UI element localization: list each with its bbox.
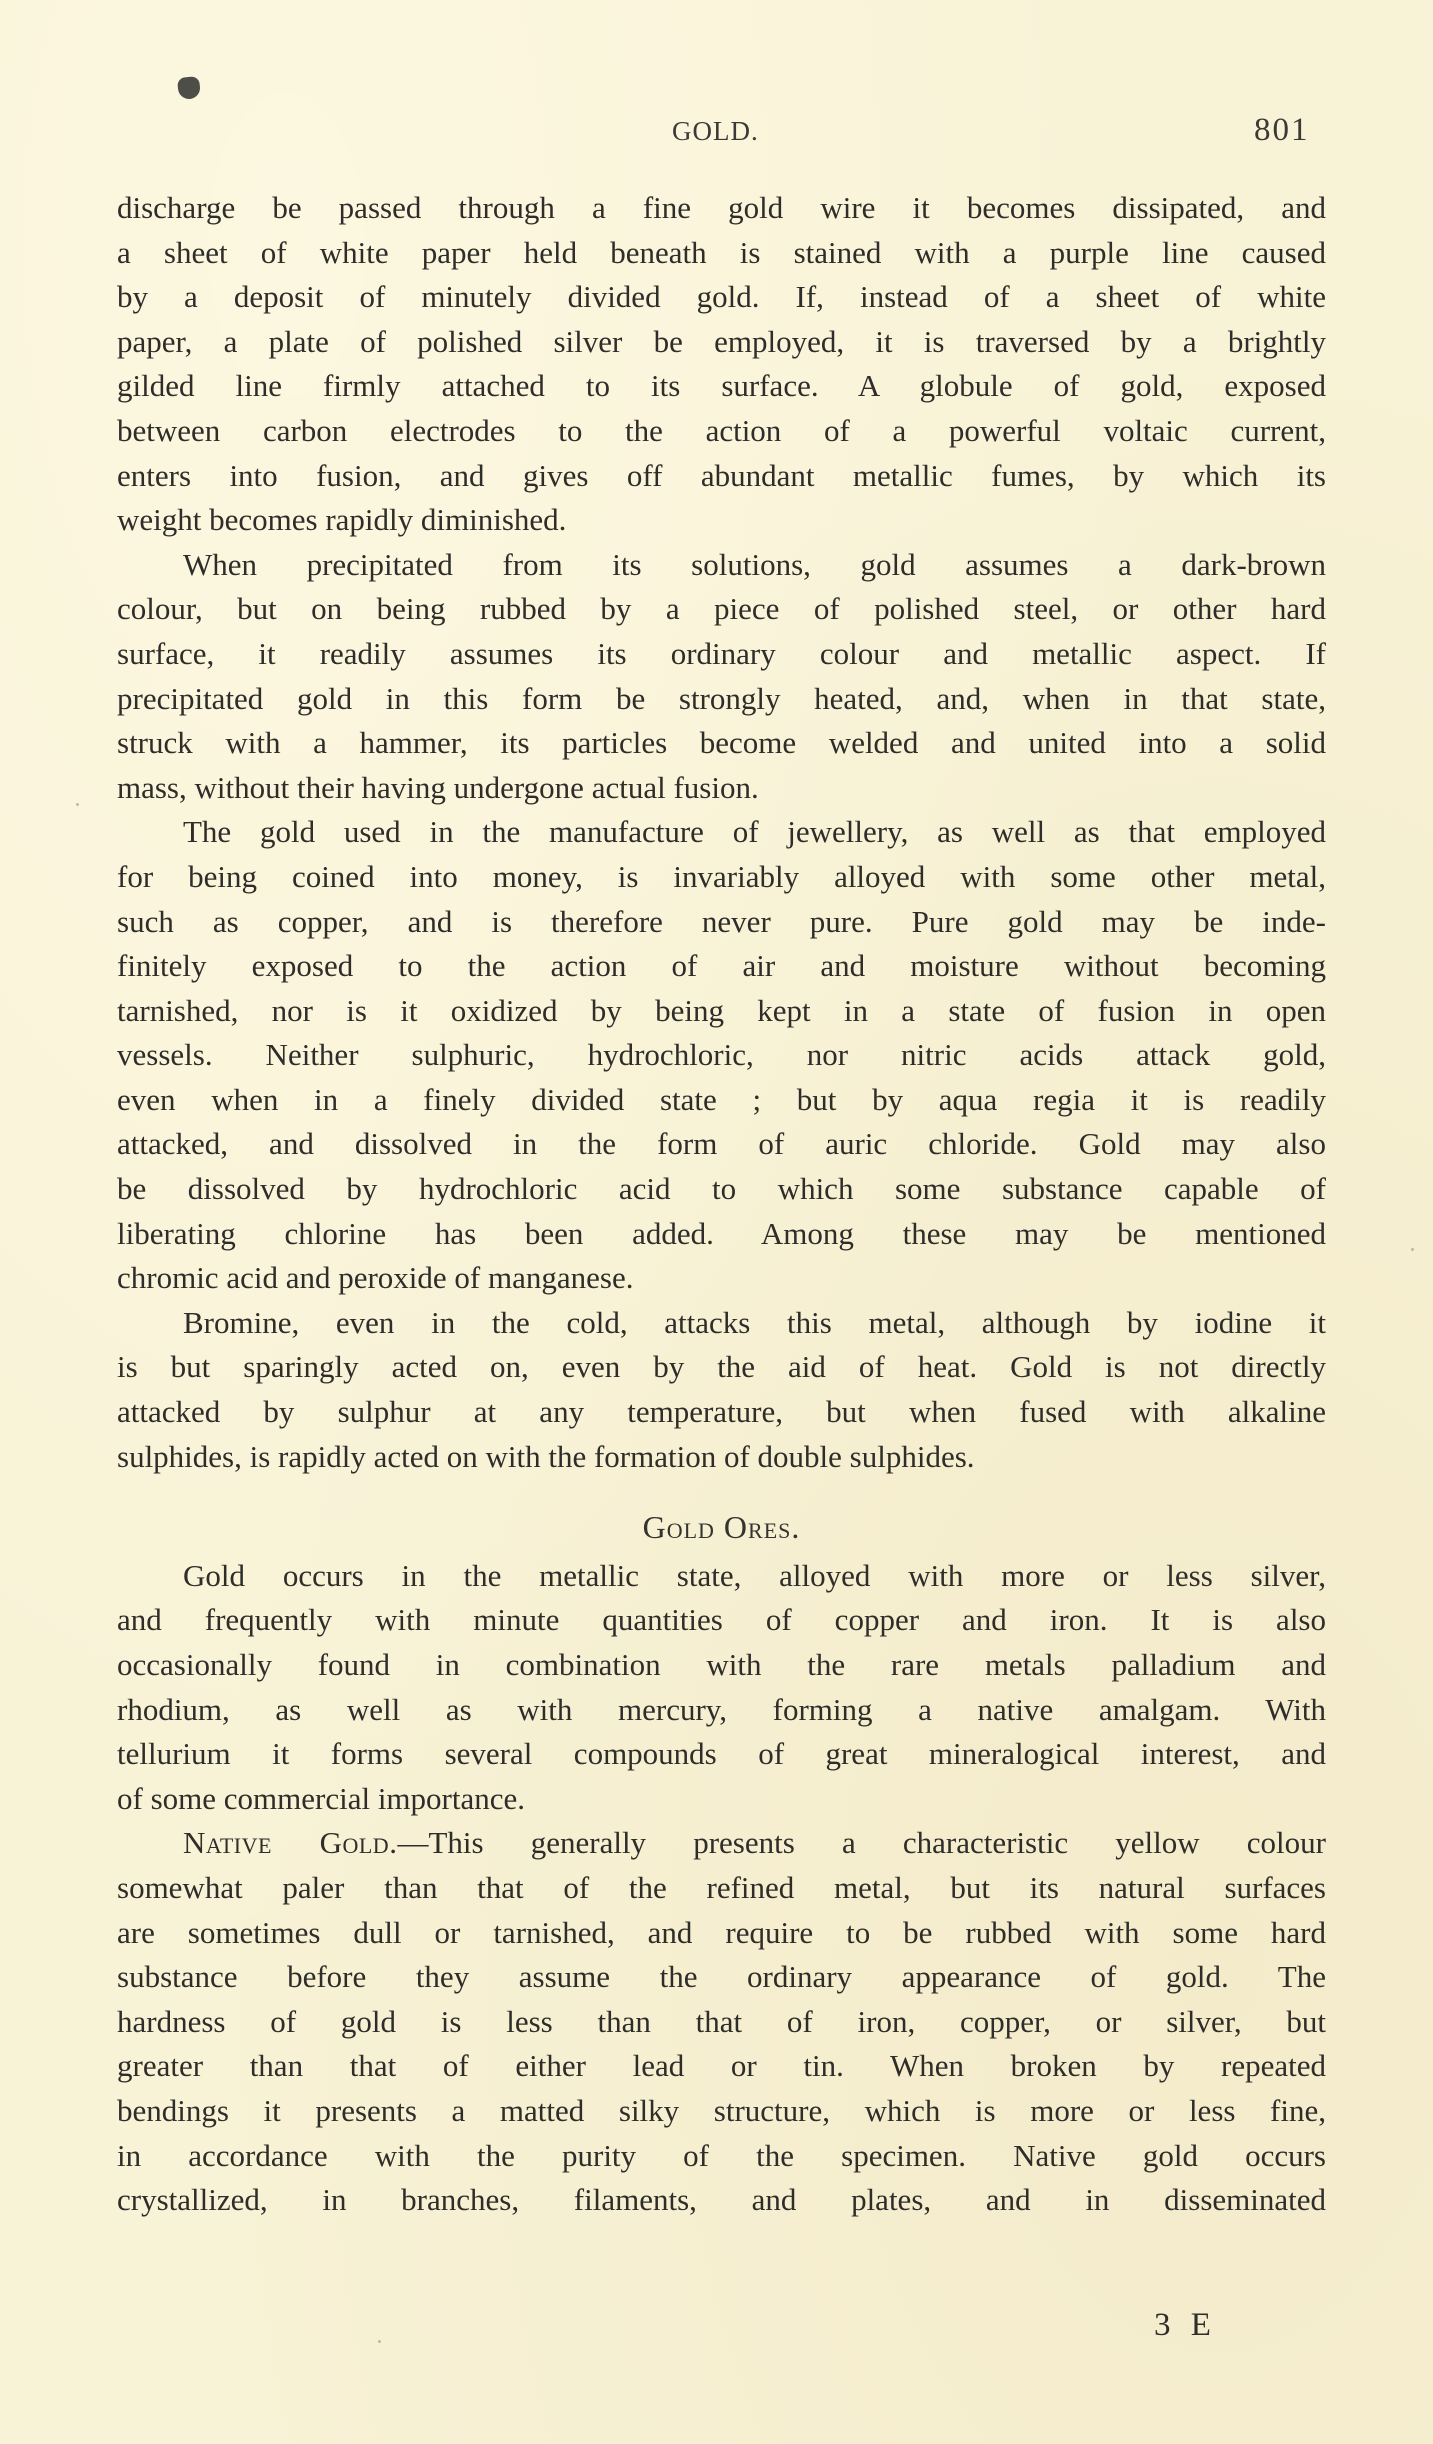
text-line: struck with a hammer, its particles become welded and united into a solid bbox=[117, 725, 1326, 761]
text-line: attacked by sulphur at any temperature, but when fused with alkaline bbox=[117, 1394, 1326, 1430]
run-in-heading: Native Gold. bbox=[183, 1825, 398, 1861]
text-line: vessels. Neither sulphuric, hydrochloric, nor nitric acids attack gold, bbox=[117, 1037, 1326, 1073]
text-line: tarnished, nor is it oxidized by being kept in a state of fusion in open bbox=[117, 992, 1326, 1028]
ink-blot-mark bbox=[177, 76, 201, 100]
text-line: crystallized, in branches, filaments, and plates, and in disseminated bbox=[117, 2182, 1326, 2218]
running-title: GOLD. bbox=[672, 116, 759, 146]
paper-speck bbox=[1411, 1248, 1414, 1251]
text-line: and frequently with minute quantities of copper and iron. It is also bbox=[117, 1602, 1326, 1638]
text-line: hardness of gold is less than that of iron, copper, or silver, but bbox=[117, 2003, 1326, 2039]
text-line: finitely exposed to the action of air and moisture without becoming bbox=[117, 948, 1326, 984]
paragraph bbox=[117, 1821, 1326, 2222]
text-line: by a deposit of minutely divided gold. If, instead of a sheet of white bbox=[117, 279, 1326, 315]
text-line: mass, without their having undergone actual fusion. bbox=[117, 769, 759, 805]
text-line: enters into fusion, and gives off abundant metallic fumes, by which its bbox=[117, 457, 1326, 493]
text-line: of some commercial importance. bbox=[117, 1780, 526, 1816]
paragraph bbox=[117, 186, 1326, 543]
text-line: is but sparingly acted on, even by the aid of heat. Gold is not directly bbox=[117, 1349, 1326, 1385]
signature-mark: 3 E bbox=[1154, 2307, 1217, 2343]
text-line: such as copper, and is therefore never pure. Pure gold may be inde- bbox=[117, 903, 1326, 939]
page-number: 801 bbox=[1254, 112, 1310, 148]
text-line: surface, it readily assumes its ordinary colour and metallic aspect. If bbox=[117, 635, 1326, 671]
text-line: be dissolved by hydrochloric acid to which some substance capable of bbox=[117, 1171, 1326, 1207]
text-line: weight becomes rapidly diminished. bbox=[117, 502, 567, 538]
paper-speck bbox=[76, 803, 79, 806]
text-line: between carbon electrodes to the action of a powerful voltaic current, bbox=[117, 412, 1326, 448]
text-line: Bromine, even in the cold, attacks this metal, although by iodine it bbox=[183, 1304, 1326, 1340]
paper-speck bbox=[378, 2340, 381, 2343]
text-fragment: —This generally presents a characteristic yellow colour bbox=[397, 1825, 1326, 1861]
text-line: even when in a finely divided state ; but by aqua regia it is readily bbox=[117, 1081, 1326, 1117]
text-line: colour, but on being rubbed by a piece of polished steel, or other hard bbox=[117, 591, 1326, 627]
body-text bbox=[117, 186, 1326, 2223]
text-line bbox=[117, 1821, 1326, 1866]
text-line: sulphides, is rapidly acted on with the formation of double sulphides. bbox=[117, 1438, 975, 1474]
text-line: bendings it presents a matted silky structure, which is more or less fine, bbox=[117, 2092, 1326, 2128]
text-line: for being coined into money, is invariably alloyed with some other metal, bbox=[117, 858, 1326, 894]
text-line: tellurium it forms several compounds of great mineralogical interest, and bbox=[117, 1736, 1326, 1772]
text-line: paper, a plate of polished silver be employed, it is traversed by a brightly bbox=[117, 323, 1326, 359]
text-line: Gold occurs in the metallic state, alloyed with more or less silver, bbox=[183, 1557, 1326, 1593]
text-line: somewhat paler than that of the refined metal, but its natural surfaces bbox=[117, 1869, 1326, 1905]
text-line: greater than that of either lead or tin. When broken by repeated bbox=[117, 2048, 1326, 2084]
text-line: a sheet of white paper held beneath is stained with a purple line caused bbox=[117, 234, 1326, 270]
paragraph bbox=[117, 1554, 1326, 1822]
text-line: substance before they assume the ordinary appearance of gold. The bbox=[117, 1959, 1326, 1995]
text-line: gilded line firmly attached to its surface. A globule of gold, exposed bbox=[117, 368, 1326, 404]
text-line: occasionally found in combination with the rare metals palladium and bbox=[117, 1647, 1326, 1682]
text-line: liberating chlorine has been added. Among these may be mentioned bbox=[117, 1215, 1326, 1251]
text-line: rhodium, as well as with mercury, forming a native amalgam. With bbox=[117, 1691, 1326, 1727]
paragraph bbox=[117, 543, 1326, 811]
text-line: attacked, and dissolved in the form of auric chloride. Gold may also bbox=[117, 1126, 1326, 1162]
text-line: discharge be passed through a fine gold wire it becomes dissipated, and bbox=[117, 190, 1326, 225]
text-line: precipitated gold in this form be strongly heated, and, when in that state, bbox=[117, 680, 1326, 716]
text-line: The gold used in the manufacture of jewellery, as well as that employed bbox=[183, 814, 1326, 850]
running-header bbox=[0, 112, 1433, 156]
text-line: When precipitated from its solutions, gold assumes a dark-brown bbox=[183, 546, 1326, 582]
section-heading: Gold Ores. bbox=[642, 1509, 801, 1546]
text-line: are sometimes dull or tarnished, and require to be rubbed with some hard bbox=[117, 1914, 1326, 1950]
paragraph bbox=[117, 1301, 1326, 1479]
text-line: in accordance with the purity of the specimen. Native gold occurs bbox=[117, 2137, 1326, 2173]
paragraph bbox=[117, 810, 1326, 1301]
text-line: chromic acid and peroxide of manganese. bbox=[117, 1260, 634, 1296]
